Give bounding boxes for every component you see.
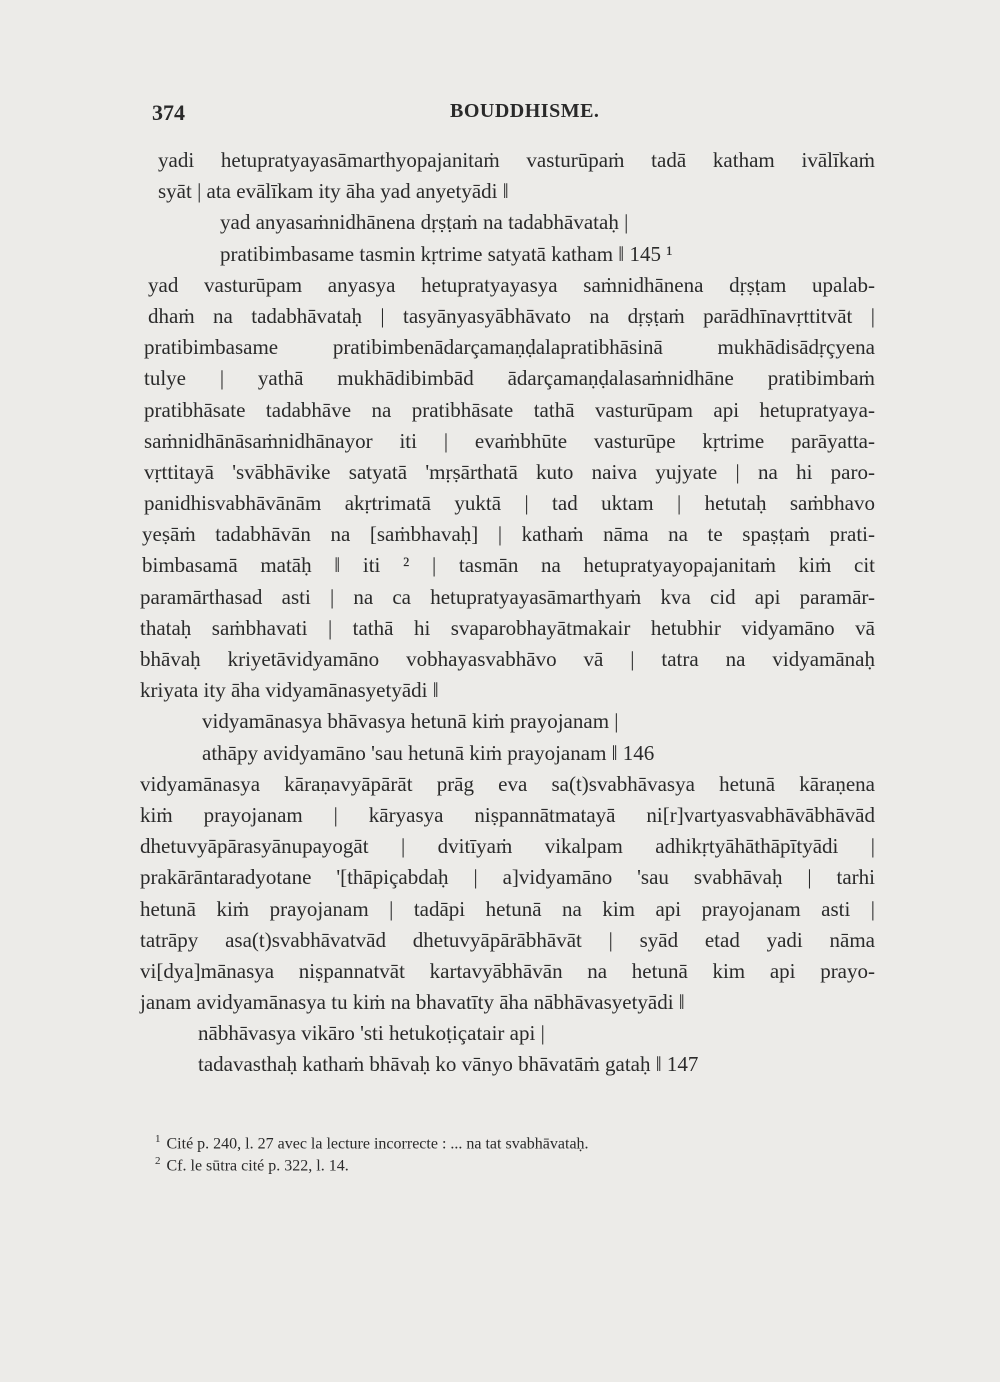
- text-line: pratibhāsate tadabhāve na pratibhāsate tathā vasturūpam api hetupratyaya-: [144, 397, 875, 422]
- text-line: tulye | yathā mukhādibimbād ādarçamaṇḍalasaṁnidhāne pratibimbaṁ: [144, 366, 875, 391]
- text-line: thataḥ saṁbhavati | tathā hi svaparobhayātmakair hetubhir vidyamāno vā: [140, 615, 875, 640]
- text-line: saṁnidhānāsaṁnidhānayor iti | evaṁbhūte vasturūpe kṛtrime parāyatta-: [144, 428, 875, 453]
- body-text: [140, 145, 875, 1081]
- text-line: tatrāpy asa(t)svabhāvatvād dhetuvyāpārābhāvāt | syād etad yadi nāma: [140, 927, 875, 952]
- text-line: vidyamānasya kāraṇavyāpārāt prāg eva sa(t)svabhāvasya hetunā kāraṇena: [140, 771, 875, 796]
- text-line: vṛttitayā 'svābhāvike satyatā 'mṛṣārthatā kuto naiva yujyate | na hi paro-: [144, 459, 875, 484]
- text-line: paramārthasad asti | na ca hetupratyayasāmarthyaṁ kva cid api paramār-: [140, 584, 875, 609]
- text-line: dhaṁ na tadabhāvataḥ | tasyānyasyābhāvato na dṛṣṭaṁ parādhīnavṛttitvāt |: [148, 303, 875, 328]
- verse-line: yad anyasaṁnidhānena dṛṣṭaṁ na tadabhāvataḥ |: [220, 210, 629, 235]
- running-title: BOUDDHISME.: [450, 100, 600, 122]
- footnote-text: Cité p. 240, l. 27 avec la lecture incorrecte : ... na tat svabhāvataḥ.: [166, 1135, 589, 1153]
- verse-line: pratibimbasame tasmin kṛtrime satyatā katham ‖ 145 ¹: [220, 241, 673, 266]
- text-line: yadi hetupratyayasāmarthyopajanitaṁ vasturūpaṁ tadā katham ivālīkaṁ: [158, 148, 875, 172]
- text-line: syāt | ata evālīkam ity āha yad anyetyādi ‖: [158, 179, 509, 204]
- text-line: bimbasamā matāḥ ‖ iti ² | tasmān na hetupratyayopajanitaṁ kiṁ cit: [142, 553, 875, 578]
- text-line: vi[dya]mānasya niṣpannatvāt kartavyābhāvān na hetunā kim api prayo-: [140, 958, 875, 983]
- text-line: pratibimbasame pratibimbenādarçamaṇḍalapratibhāsinā mukhādisādṛçyena: [144, 335, 875, 360]
- page-number: 374: [152, 100, 185, 125]
- footnote: [155, 1128, 855, 1153]
- text-line: dhetuvyāpārasyānupayogāt | dvitīyaṁ vikalpam adhikṛtyāhāthāpītyādi |: [140, 834, 875, 859]
- footnote-mark: 1: [155, 1133, 161, 1145]
- verse-line: vidyamānasya bhāvasya hetunā kiṁ prayojanam |: [202, 709, 619, 734]
- text-line: kiṁ prayojanam | kāryasya niṣpannātmatayā ni[r]vartyasvabhāvābhāvād: [140, 802, 875, 827]
- footnote-mark: 2: [155, 1155, 161, 1167]
- verse-line: athāpy avidyamāno 'sau hetunā kiṁ prayojanam ‖ 146: [202, 740, 655, 765]
- text-line: bhāvaḥ kriyetāvidyamāno vobhayasvabhāvo vā | tatra na vidyamānaḥ: [140, 647, 875, 671]
- text-line: panidhisvabhāvānām akṛtrimatā yuktā | tad uktam | hetutaḥ saṁbhavo: [144, 491, 875, 516]
- verse-line: nābhāvasya vikāro 'sti hetukoṭiçatair api |: [198, 1021, 545, 1046]
- footnote: [155, 1150, 855, 1175]
- text-line: yad vasturūpam anyasya hetupratyayasya saṁnidhānena dṛṣṭam upalab-: [148, 272, 875, 297]
- text-line: kriyata ity āha vidyamānasyetyādi ‖: [140, 678, 439, 703]
- page-header: [0, 100, 1000, 140]
- text-line: prakārāntaradyotane '[thāpiçabdaḥ | a]vidyamāno 'sau svabhāvaḥ | tarhi: [140, 865, 875, 890]
- footnote-text: Cf. le sūtra cité p. 322, l. 14.: [166, 1157, 349, 1175]
- verse-line: tadavasthaḥ kathaṁ bhāvaḥ ko vānyo bhāvatāṁ gataḥ ‖ 147: [198, 1052, 699, 1077]
- text-line: yeṣāṁ tadabhāvān na [saṁbhavaḥ] | kathaṁ nāma na te spaṣṭaṁ prati-: [142, 522, 875, 547]
- text-line: janam avidyamānasya tu kiṁ na bhavatīty āha nābhāvasyetyādi ‖: [140, 990, 685, 1015]
- footnotes: [155, 1128, 855, 1175]
- text-line: hetunā kiṁ prayojanam | tadāpi hetunā na kim api prayojanam asti |: [140, 896, 875, 921]
